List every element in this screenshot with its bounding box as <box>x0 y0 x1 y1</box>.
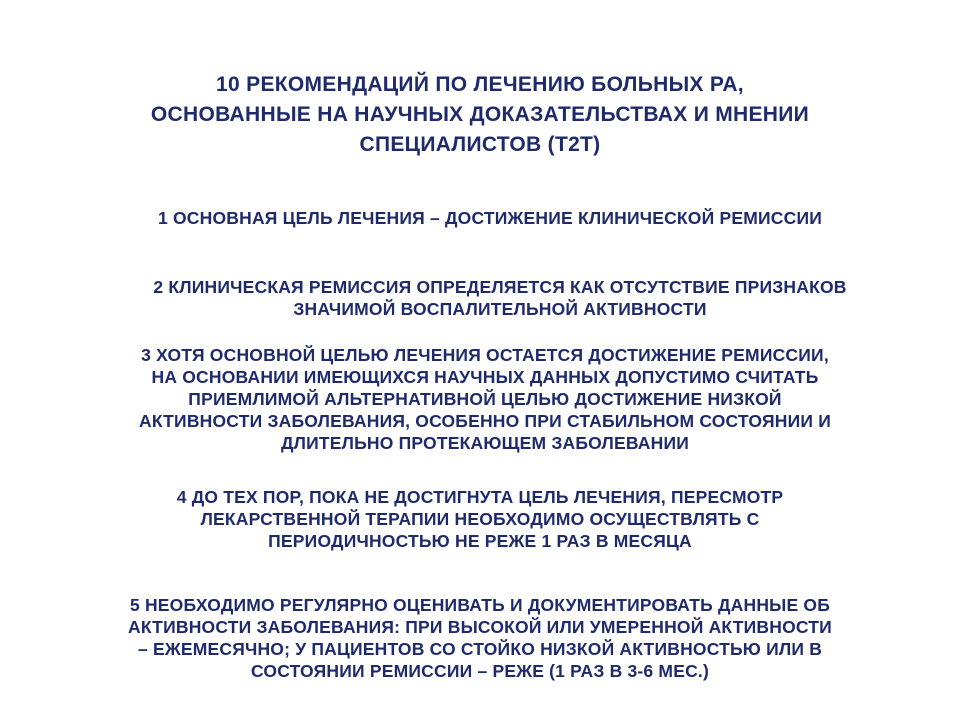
recommendation-2 <box>20 276 960 320</box>
recommendation-line: – ЕЖЕМЕСЯЧНО; У ПАЦИЕНТОВ СО СТОЙКО НИЗКОЙ АКТИВНОСТЬЮ ИЛИ В <box>137 639 823 659</box>
title-line: СПЕЦИАЛИСТОВ (T2T) <box>359 133 601 156</box>
recommendation-line: ПРИЕМЛИМОЙ АЛЬТЕРНАТИВНОЙ ЦЕЛЬЮ ДОСТИЖЕНИЕ НИЗКОЙ <box>188 389 782 409</box>
recommendation-1 <box>20 207 960 229</box>
recommendation-line: 5 НЕОБХОДИМО РЕГУЛЯРНО ОЦЕНИВАТЬ И ДОКУМЕНТИРОВАТЬ ДАННЫЕ ОБ <box>129 595 831 615</box>
recommendation-3 <box>0 344 960 454</box>
recommendation-line: 4 ДО ТЕХ ПОР, ПОКА НЕ ДОСТИГНУТА ЦЕЛЬ ЛЕЧЕНИЯ, ПЕРЕСМОТР <box>176 487 784 507</box>
recommendation-line: ДЛИТЕЛЬНО ПРОТЕКАЮЩЕМ ЗАБОЛЕВАНИИ <box>280 433 690 453</box>
recommendation-line: АКТИВНОСТИ ЗАБОЛЕВАНИЯ, ОСОБЕННО ПРИ СТАБИЛЬНОМ СОСТОЯНИИ И <box>139 411 831 431</box>
recommendation-line: ПЕРИОДИЧНОСТЬЮ НЕ РЕЖЕ 1 РАЗ В МЕСЯЦА <box>268 531 692 551</box>
recommendation-line: ЗНАЧИМОЙ ВОСПАЛИТЕЛЬНОЙ АКТИВНОСТИ <box>293 299 707 319</box>
recommendation-line: 3 ХОТЯ ОСНОВНОЙ ЦЕЛЬЮ ЛЕЧЕНИЯ ОСТАЕТСЯ ДОСТИЖЕНИЕ РЕМИССИИ, <box>141 345 829 365</box>
recommendation-5 <box>0 594 960 682</box>
recommendation-4 <box>0 486 960 552</box>
recommendation-line: 2 КЛИНИЧЕСКАЯ РЕМИССИЯ ОПРЕДЕЛЯЕТСЯ КАК ОТСУТСТВИЕ ПРИЗНАКОВ <box>153 277 847 297</box>
recommendation-line: НА ОСНОВАНИИ ИМЕЮЩИХСЯ НАУЧНЫХ ДАННЫХ ДОПУСТИМО СЧИТАТЬ <box>151 367 819 387</box>
slide-title <box>30 70 930 160</box>
title-line: ОСНОВАННЫЕ НА НАУЧНЫХ ДОКАЗАТЕЛЬСТВАХ И МНЕНИИ <box>150 103 810 126</box>
recommendation-line: СОСТОЯНИИ РЕМИССИИ – РЕЖЕ (1 РАЗ В 3-6 МЕС.) <box>250 661 710 681</box>
recommendation-line: 1 ОСНОВНАЯ ЦЕЛЬ ЛЕЧЕНИЯ – ДОСТИЖЕНИЕ КЛИНИЧЕСКОЙ РЕМИССИИ <box>157 208 822 228</box>
recommendation-line: АКТИВНОСТИ ЗАБОЛЕВАНИЯ: ПРИ ВЫСОКОЙ ИЛИ УМЕРЕННОЙ АКТИВНОСТИ <box>128 617 832 637</box>
recommendation-line: ЛЕКАРСТВЕННОЙ ТЕРАПИИ НЕОБХОДИМО ОСУЩЕСТВЛЯТЬ С <box>200 509 760 529</box>
title-line: 10 РЕКОМЕНДАЦИЙ ПО ЛЕЧЕНИЮ БОЛЬНЫХ РА, <box>216 73 744 96</box>
